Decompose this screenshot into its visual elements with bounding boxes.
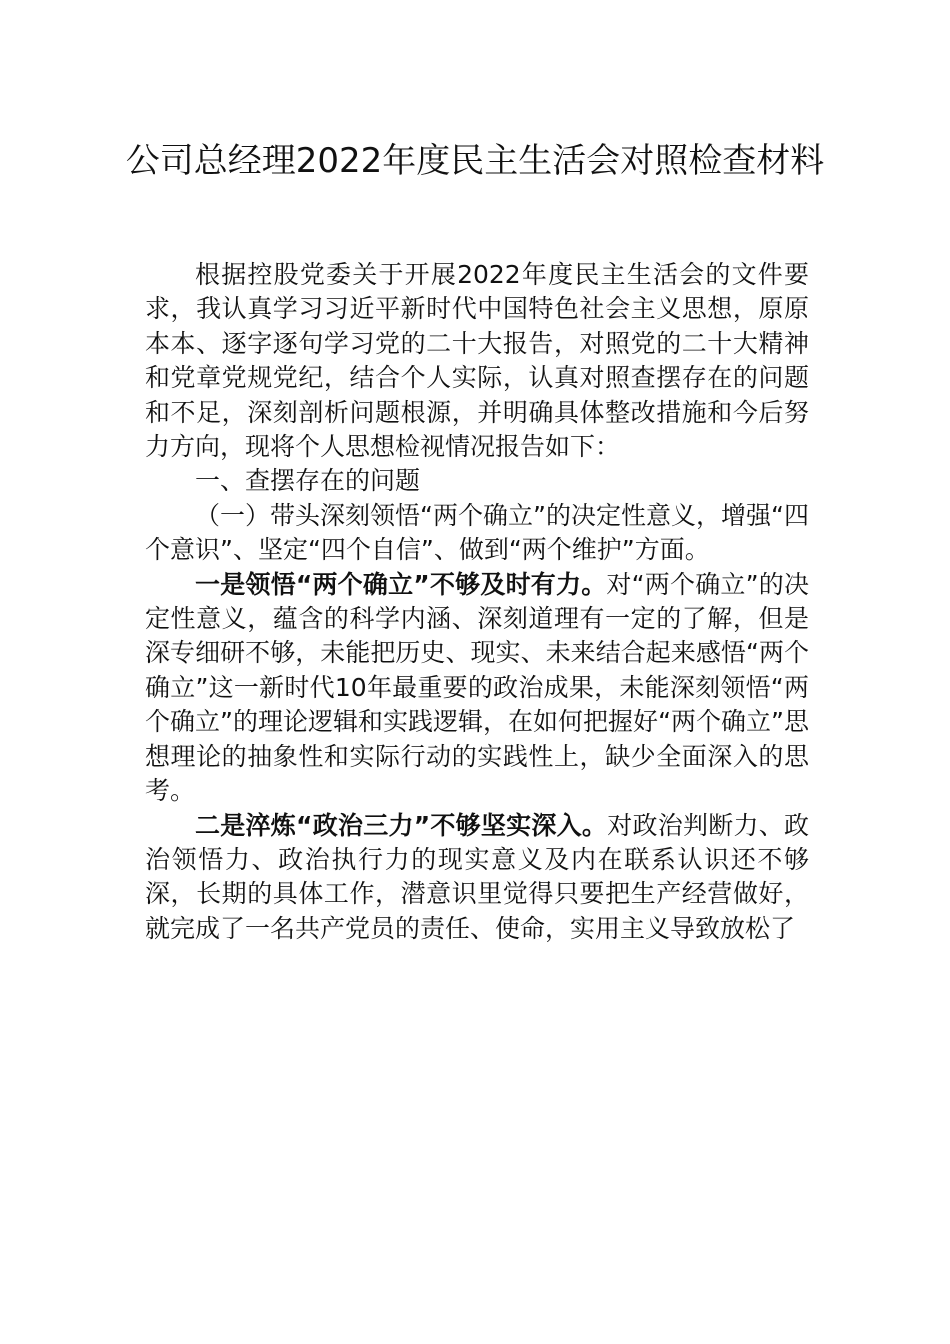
- document-title: 公司总经理2022年度民主生活会对照检查材料: [125, 141, 825, 181]
- section-heading: 一、查摆存在的问题: [195, 466, 421, 496]
- point-two-body: 对政治判断力、政治领悟力、政治执行力的现实意义及内在联系认识还不够深，长期的具体工作，潜意识里觉得只要把生产经营做好，就完成了一名共产党员的责任、使命，实用主义导致放松了: [145, 810, 809, 943]
- point-two-paragraph: [145, 809, 809, 947]
- point-one-paragraph: [145, 568, 809, 809]
- intro-paragraph: 根据控股党委关于开展2022年度民主生活会的文件要求，我认真学习习近平新时代中国特色社会主义思想，原原本本、逐字逐句学习党的二十大报告，对照党的二十大精神和党章党规党纪，结合个人实际，认真对照查摆存在的问题和不足，深刻剖析问题根源，并明确具体整改措施和今后努力方向，现将个人思想检视情况报告如下：: [145, 260, 809, 462]
- document-body: [145, 258, 809, 946]
- point-one-body: 对“两个确立”的决定性意义，蕴含的科学内涵、深刻道理有一定的了解，但是深专细研不够，未能把历史、现实、未来结合起来感悟“两个确立”这一新时代10年最重要的政治成果，未能深刻领悟“两个确立”的理论逻辑和实践逻辑，在如何把握好“两个确立”思想理论的抽象性和实际行动的实践性上，缺少全面深入的思考。: [145, 569, 809, 806]
- point-one-lead: 一是领悟“两个确立”不够及时有力。: [195, 569, 607, 599]
- point-two-lead: 二是淬炼“政治三力”不够坚实深入。: [195, 810, 608, 840]
- subsection-heading: （一）带头深刻领悟“两个确立”的决定性意义，增强“四个意识”、坚定“四个自信”、做到“两个维护”方面。: [145, 500, 809, 565]
